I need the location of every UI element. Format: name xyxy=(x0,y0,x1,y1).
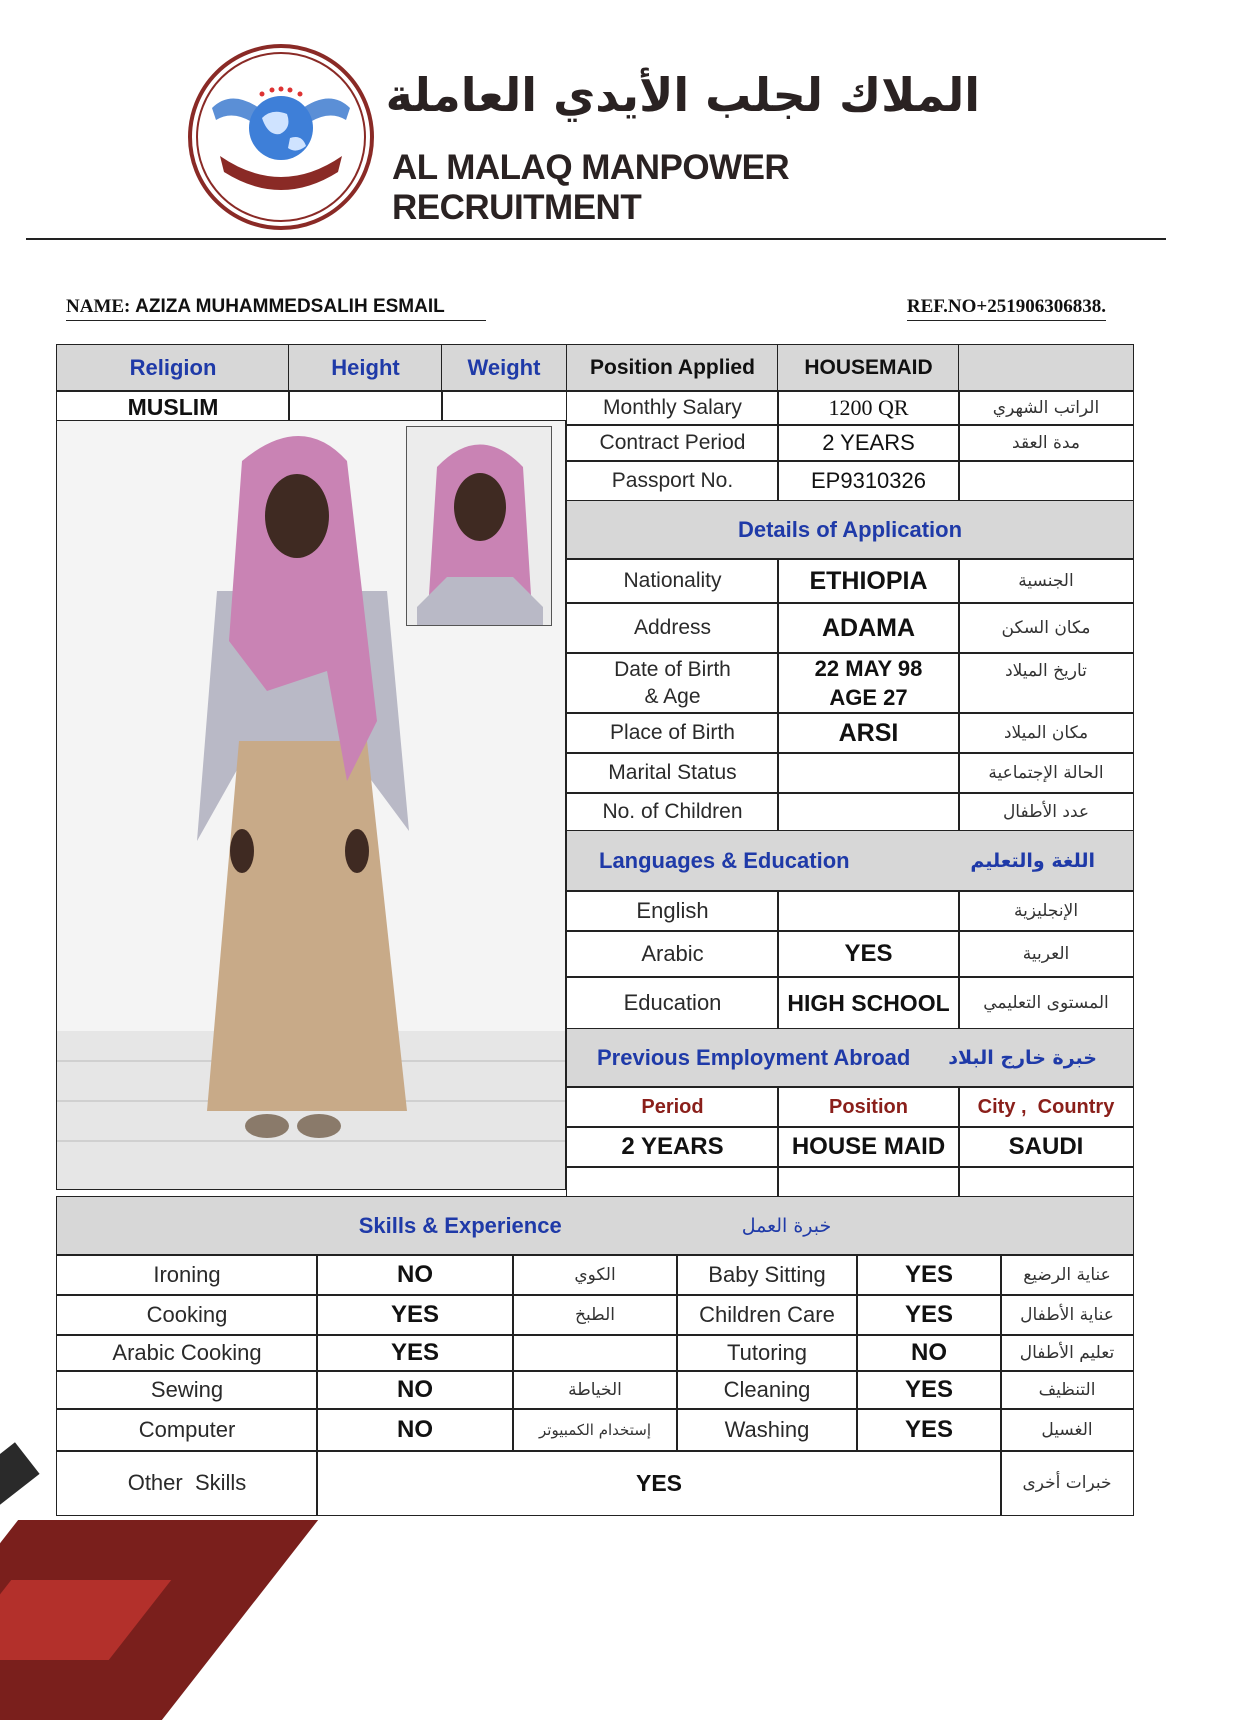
skill-left-label: Sewing xyxy=(56,1370,318,1410)
address-label: Address xyxy=(566,602,779,654)
english-label: English xyxy=(566,890,779,932)
ref-label: REF.NO xyxy=(906,296,977,317)
skill-right-value: YES xyxy=(856,1408,1002,1452)
monthly-salary-ar: الراتب الشهري xyxy=(958,390,1134,426)
place-of-birth-label: Place of Birth xyxy=(566,712,779,754)
skill-left-ar: الخياطة xyxy=(512,1370,678,1410)
applicant-name xyxy=(66,296,486,321)
skill-right-value: YES xyxy=(856,1370,1002,1410)
employment-title: Previous Employment Abroad xyxy=(597,1045,911,1070)
skill-left-value: YES xyxy=(316,1334,514,1372)
place-of-birth-value: ARSI xyxy=(777,712,960,754)
monthly-salary-value: 1200 QR xyxy=(777,390,960,426)
religion-value: MUSLIM xyxy=(56,390,290,424)
dob-age-value: 22 MAY 98 AGE 27 xyxy=(777,652,960,714)
skills-title: Skills & Experience xyxy=(358,1213,562,1238)
education-label: Education xyxy=(566,976,779,1030)
skills-section-header xyxy=(56,1196,1134,1256)
position-applied-ar xyxy=(958,344,1134,392)
employment-col-period: Period xyxy=(566,1086,779,1128)
company-name-english: AL MALAQ MANPOWER RECRUITMENT xyxy=(392,148,790,227)
skill-right-label: Cleaning xyxy=(676,1370,858,1410)
skill-right-ar: التنظيف xyxy=(1000,1370,1134,1410)
passport-label: Passport No. xyxy=(566,460,779,502)
skill-left-label: Computer xyxy=(56,1408,318,1452)
header-divider xyxy=(26,238,1166,240)
company-logo xyxy=(188,44,374,230)
globe-wings-icon xyxy=(192,48,370,226)
passport-ar xyxy=(958,460,1134,502)
other-skills-ar: خبرات أخرى xyxy=(1000,1450,1134,1516)
nationality-label: Nationality xyxy=(566,558,779,604)
employment-section-header xyxy=(566,1028,1134,1088)
languages-title-ar: اللغة والتعليم xyxy=(970,850,1095,872)
details-section-title: Details of Application xyxy=(566,500,1134,560)
skill-left-ar: إستخدام الكمبيوتر xyxy=(512,1408,678,1452)
arabic-value: YES xyxy=(777,930,960,978)
weight-header: Weight xyxy=(441,344,567,392)
children-label: No. of Children xyxy=(566,792,779,832)
dob-age-label: Date of Birth & Age xyxy=(566,652,779,714)
employment-row2-period xyxy=(566,1166,779,1198)
employment-row2-location xyxy=(958,1166,1134,1198)
employment-col-position: Position xyxy=(777,1086,960,1128)
height-header: Height xyxy=(288,344,443,392)
education-value: HIGH SCHOOL xyxy=(777,976,960,1030)
languages-section-header xyxy=(566,830,1134,892)
employment-col-location: City , Country xyxy=(958,1086,1134,1128)
nationality-value: ETHIOPIA xyxy=(777,558,960,604)
english-value xyxy=(777,890,960,932)
arabic-label: Arabic xyxy=(566,930,779,978)
english-ar: الإنجليزية xyxy=(958,890,1134,932)
employment-row-position: HOUSE MAID xyxy=(777,1126,960,1168)
ref-value: +251906306838. xyxy=(976,296,1106,317)
marital-status-ar: الحالة الإجتماعية xyxy=(958,752,1134,794)
skills-title-ar: خبرة العمل xyxy=(741,1215,832,1237)
name-value: AZIZA MUHAMMEDSALIH ESMAIL xyxy=(135,296,445,317)
contract-period-label: Contract Period xyxy=(566,424,779,462)
education-ar: المستوى التعليمي xyxy=(958,976,1134,1030)
other-skills-value: YES xyxy=(316,1450,1002,1516)
reference-number xyxy=(907,296,1106,321)
skill-left-ar: الكوي xyxy=(512,1254,678,1296)
skill-left-value: NO xyxy=(316,1254,514,1296)
skill-left-value: NO xyxy=(316,1408,514,1452)
skill-right-value: YES xyxy=(856,1254,1002,1296)
skill-right-label: Tutoring xyxy=(676,1334,858,1372)
arabic-ar: العربية xyxy=(958,930,1134,978)
employment-title-ar: خبرة خارج البلاد xyxy=(948,1047,1097,1069)
employment-row-period: 2 YEARS xyxy=(566,1126,779,1168)
children-value xyxy=(777,792,960,832)
skill-left-value: YES xyxy=(316,1294,514,1336)
skill-left-ar xyxy=(512,1334,678,1372)
languages-title: Languages & Education xyxy=(599,848,850,873)
skill-left-ar: الطبخ xyxy=(512,1294,678,1336)
skill-right-label: Children Care xyxy=(676,1294,858,1336)
weight-value xyxy=(441,390,567,424)
skill-left-label: Ironing xyxy=(56,1254,318,1296)
skill-right-ar: تعليم الأطفال xyxy=(1000,1334,1134,1372)
skill-left-label: Cooking xyxy=(56,1294,318,1336)
name-label: NAME: xyxy=(66,296,131,317)
skill-right-ar: الغسيل xyxy=(1000,1408,1134,1452)
nationality-ar: الجنسية xyxy=(958,558,1134,604)
skill-right-ar: عناية الرضيع xyxy=(1000,1254,1134,1296)
skill-right-label: Washing xyxy=(676,1408,858,1452)
skill-left-value: NO xyxy=(316,1370,514,1410)
skill-right-ar: عناية الأطفال xyxy=(1000,1294,1134,1336)
height-value xyxy=(288,390,443,424)
position-applied-value: HOUSEMAID xyxy=(777,344,960,392)
portrait-photo xyxy=(406,426,552,626)
contract-period-value: 2 YEARS xyxy=(777,424,960,462)
skill-right-value: YES xyxy=(856,1294,1002,1336)
marital-status-label: Marital Status xyxy=(566,752,779,794)
skill-right-value: NO xyxy=(856,1334,1002,1372)
employment-row2-position xyxy=(777,1166,960,1198)
monthly-salary-label: Monthly Salary xyxy=(566,390,779,426)
other-skills-label: Other Skills xyxy=(56,1450,318,1516)
dob-age-ar: تاريخ الميلاد xyxy=(958,652,1134,714)
company-name-arabic: الملاك لجلب الأيدي العاملة xyxy=(385,68,980,122)
person-portrait-icon xyxy=(407,427,552,626)
place-of-birth-ar: مكان الميلاد xyxy=(958,712,1134,754)
skill-left-label: Arabic Cooking xyxy=(56,1334,318,1372)
address-ar: مكان السكن xyxy=(958,602,1134,654)
children-ar: عدد الأطفال xyxy=(958,792,1134,832)
religion-header: Religion xyxy=(56,344,290,392)
passport-value: EP9310326 xyxy=(777,460,960,502)
contract-period-ar: مدة العقد xyxy=(958,424,1134,462)
skill-right-label: Baby Sitting xyxy=(676,1254,858,1296)
marital-status-value xyxy=(777,752,960,794)
address-value: ADAMA xyxy=(777,602,960,654)
employment-row-location: SAUDI xyxy=(958,1126,1134,1168)
position-applied-label: Position Applied xyxy=(566,344,779,392)
